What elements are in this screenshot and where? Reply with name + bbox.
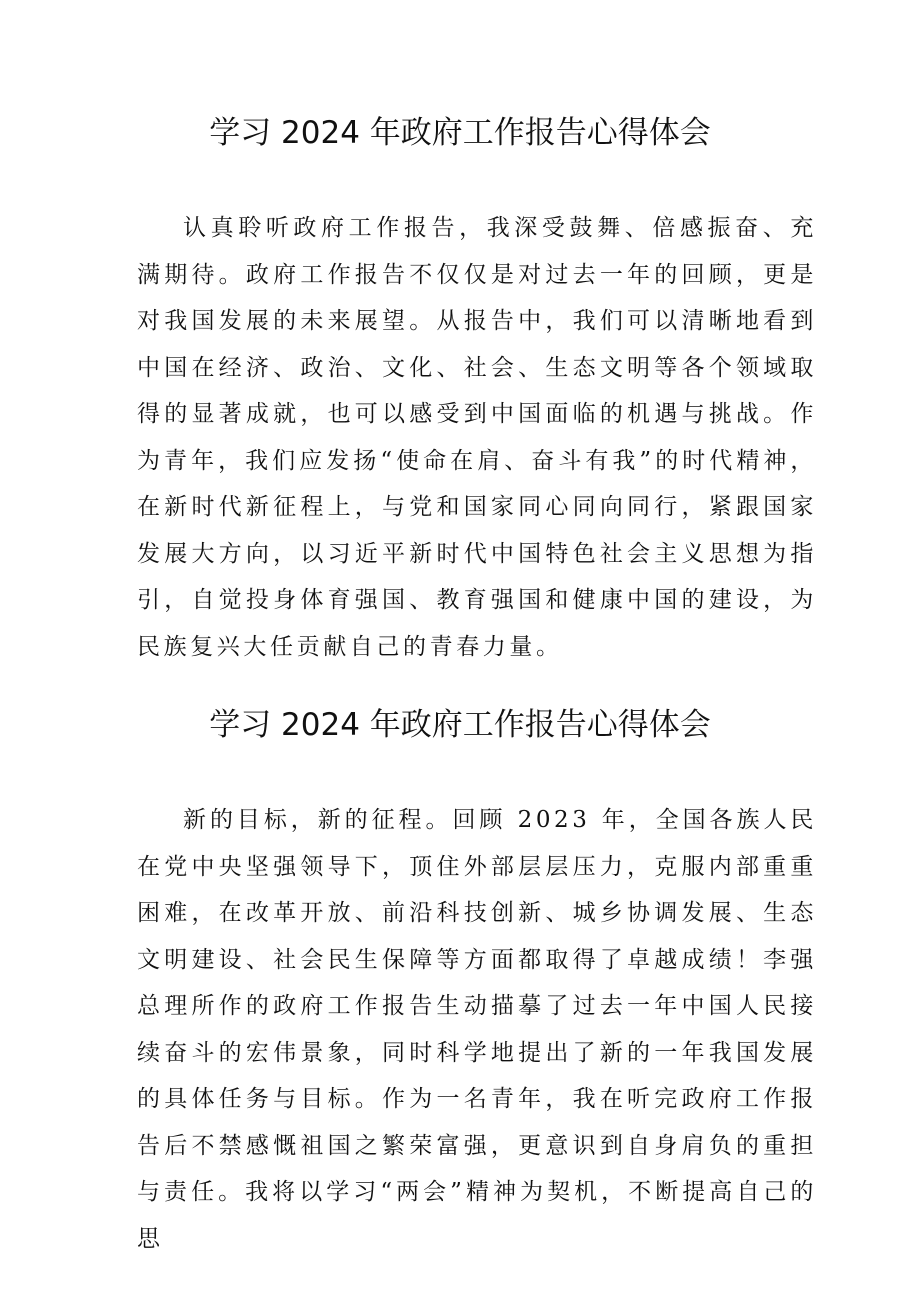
essay-title: 学习 2024 年政府工作报告心得体会 (209, 707, 711, 743)
essay-paragraph: 新的目标，新的征程。回顾 2023 年，全国各族人民在党中央坚强领导下，顶住外部层层压力，克服内部重重困难，在改革开放、前沿科技创新、城乡协调发展、生态文明建设、社会民生保障等方面都取得了卓越成绩！李强总理所作的政府工作报告生动描摹了过去一年中国人民接续奋斗的宏伟景象，同时科学地提出了新的一年我国发展的具体任务与目标。作为一名青年，我在听完政府工作报告后不禁感慨祖国之繁荣富强，更意识到自身肩负的重担与责任。我将以学习“两会”精神为契机，不断提高自己的思 (137, 807, 817, 1252)
essay-paragraph: 认真聆听政府工作报告，我深受鼓舞、倍感振奋、充满期待。政府工作报告不仅仅是对过去一年的回顾，更是对我国发展的未来展望。从报告中，我们可以清晰地看到中国在经济、政治、文化、社会、生态文明等各个领域取得的显著成就，也可以感受到中国面临的机遇与挑战。作为青年，我们应发扬“使命在肩、奋斗有我”的时代精神，在新时代新征程上，与党和国家同心同向同行，紧跟国家发展大方向，以习近平新时代中国特色社会主义思想为指引，自觉投身体育强国、教育强国和健康中国的建设，为民族复兴大任贡献自己的青春力量。 (137, 215, 817, 660)
essay-title: 学习 2024 年政府工作报告心得体会 (209, 115, 711, 151)
